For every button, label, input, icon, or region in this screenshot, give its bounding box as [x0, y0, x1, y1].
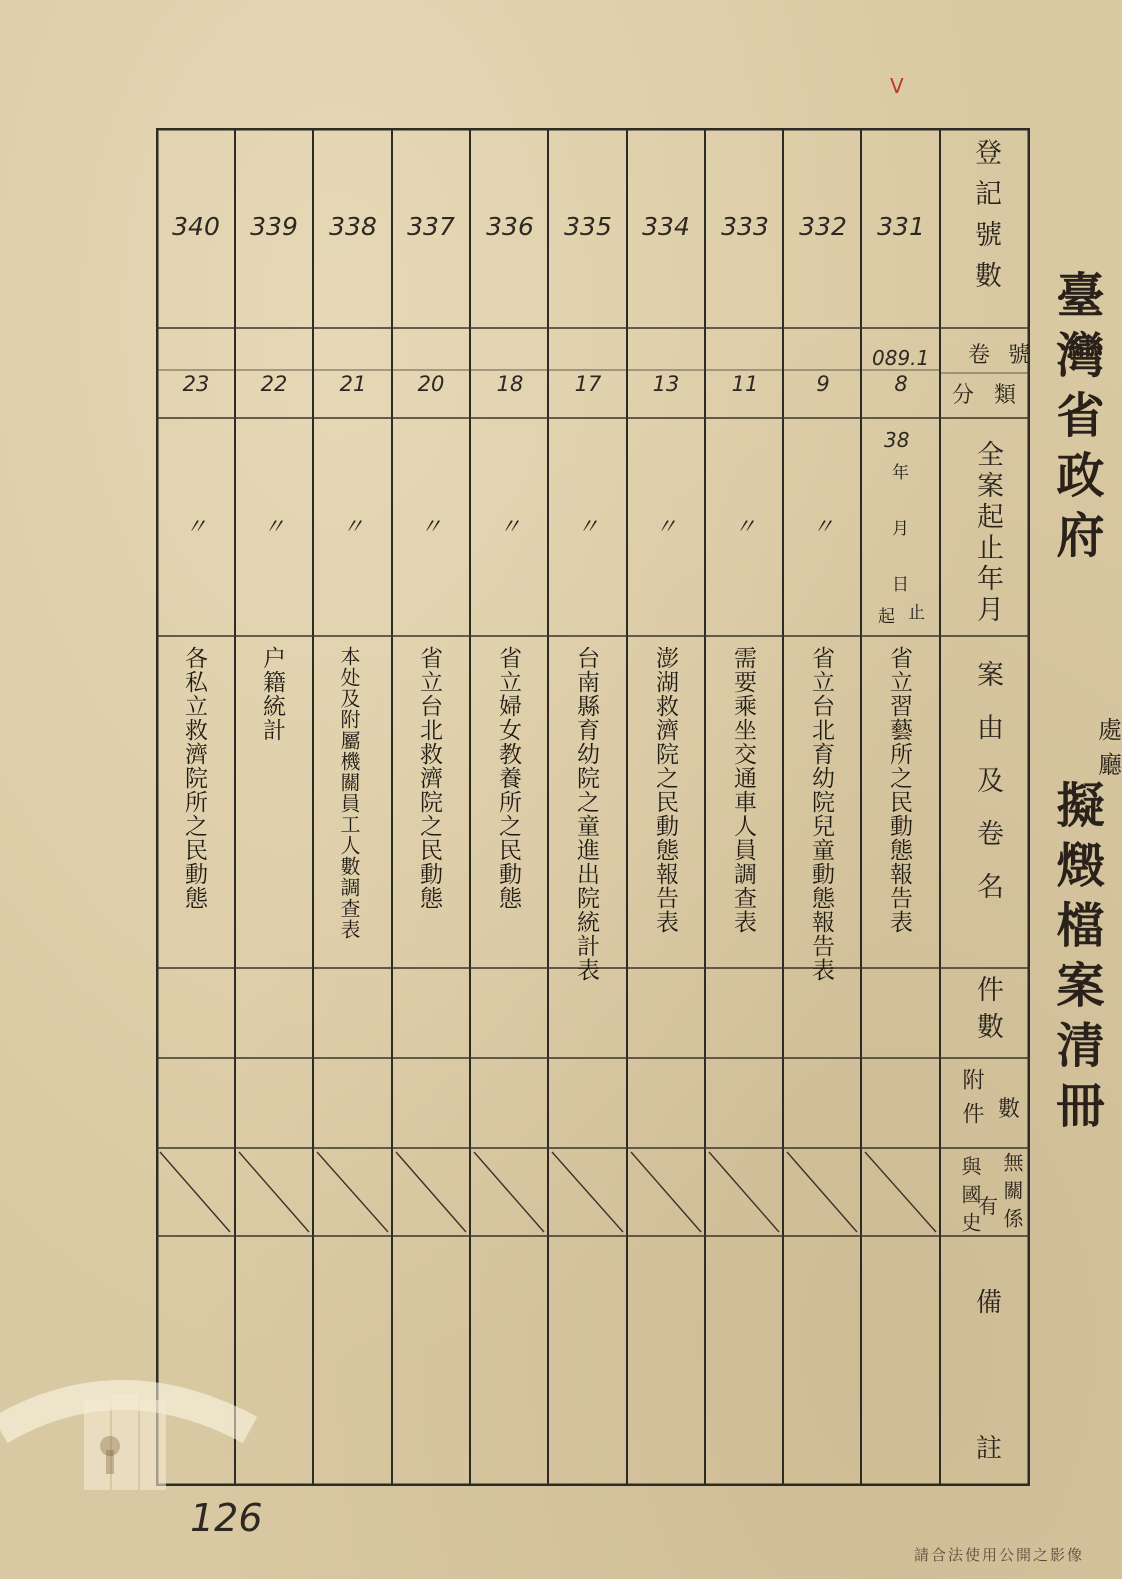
header-reg-no: 登記號數	[970, 138, 1001, 302]
header-relation-no: 無關係	[1000, 1152, 1024, 1236]
row-date-334: 〃	[654, 515, 677, 540]
row-class-340: 23	[182, 372, 210, 396]
row-class-335: 17	[574, 372, 602, 396]
row-date-336: 〃	[498, 515, 521, 540]
header-attach: 附件	[959, 1068, 984, 1136]
row-reg-340: 340	[172, 212, 220, 241]
row-date-339: 〃	[262, 515, 285, 540]
row-subject-336: 省立婦女教養所之民動態	[495, 646, 521, 910]
row-class-top-331: 089.1	[872, 346, 930, 370]
footer-watermark: 請合法使用公開之影像	[914, 1546, 1085, 1564]
header-remarks-top: 備	[976, 1288, 1003, 1318]
row-reg-333: 333	[721, 212, 769, 241]
row-subject-331: 省立習藝所之民動態報告表	[886, 646, 912, 934]
row-class-333: 11	[731, 372, 759, 396]
row-class-338: 21	[339, 372, 367, 396]
header-volume-no: 卷號	[968, 343, 1049, 368]
row-reg-336: 336	[486, 212, 534, 241]
row-subject-334: 澎湖救濟院之民動態報告表	[652, 646, 678, 934]
row-reg-335: 335	[564, 212, 612, 241]
row-date-335: 〃	[576, 515, 599, 540]
row-class-339: 22	[260, 372, 288, 396]
row-reg-332: 332	[799, 212, 847, 241]
date-end-label: 止	[908, 603, 925, 623]
row-class-334: 13	[652, 372, 680, 396]
row-subject-340: 各私立救濟院所之民動態	[181, 646, 207, 910]
row-subject-332: 省立台北育幼院兒童動態報告表	[808, 646, 834, 982]
header-dates: 全案起止年月	[972, 440, 1003, 626]
row-date-331: 38	[884, 428, 910, 452]
register-title: 擬燬檔案清冊	[1048, 780, 1104, 1140]
header-remarks-bottom: 註	[976, 1434, 1003, 1464]
row-reg-337: 337	[407, 212, 455, 241]
row-date-340: 〃	[184, 515, 207, 540]
row-class-337: 20	[417, 372, 445, 396]
row-subject-337: 省立台北救濟院之民動態	[416, 646, 442, 910]
row-reg-331: 331	[877, 212, 925, 241]
row-subject-335: 台南縣育幼院之童進出院統計表	[573, 646, 599, 982]
header-class-no: 分類	[952, 383, 1037, 408]
row-date-337: 〃	[419, 515, 442, 540]
row-subject-333: 需要乘坐交通車人員調查表	[730, 646, 756, 934]
date-day-label: 日	[892, 575, 909, 595]
row-subject-338: 本处及附屬機關員工人數調查表	[337, 646, 361, 940]
row-subject-339: 户籍統計	[259, 646, 285, 742]
header-subject: 案由及卷名	[972, 660, 1003, 925]
header-national-history: 與國史	[958, 1156, 982, 1240]
row-class-336: 18	[496, 372, 524, 396]
check-mark: V	[890, 74, 904, 98]
date-year-label: 年	[892, 463, 909, 483]
header-relation-yes: 有	[978, 1194, 998, 1218]
row-date-333: 〃	[733, 515, 756, 540]
row-date-332: 〃	[811, 515, 834, 540]
document-subtitle-units: 處廳	[1098, 716, 1122, 779]
row-class-332: 9	[816, 372, 830, 396]
page-number: 126	[190, 1496, 263, 1540]
row-class-331: 8	[894, 372, 908, 396]
date-month-label: 月	[892, 519, 909, 539]
header-count: 件數	[972, 975, 1003, 1049]
header-attach-count: 數	[998, 1097, 1021, 1122]
row-date-338: 〃	[341, 515, 364, 540]
row-reg-339: 339	[250, 212, 298, 241]
row-reg-334: 334	[642, 212, 690, 241]
document-title: 臺灣省政府	[1048, 270, 1104, 570]
row-reg-338: 338	[329, 212, 377, 241]
date-start-label: 起	[878, 607, 895, 627]
